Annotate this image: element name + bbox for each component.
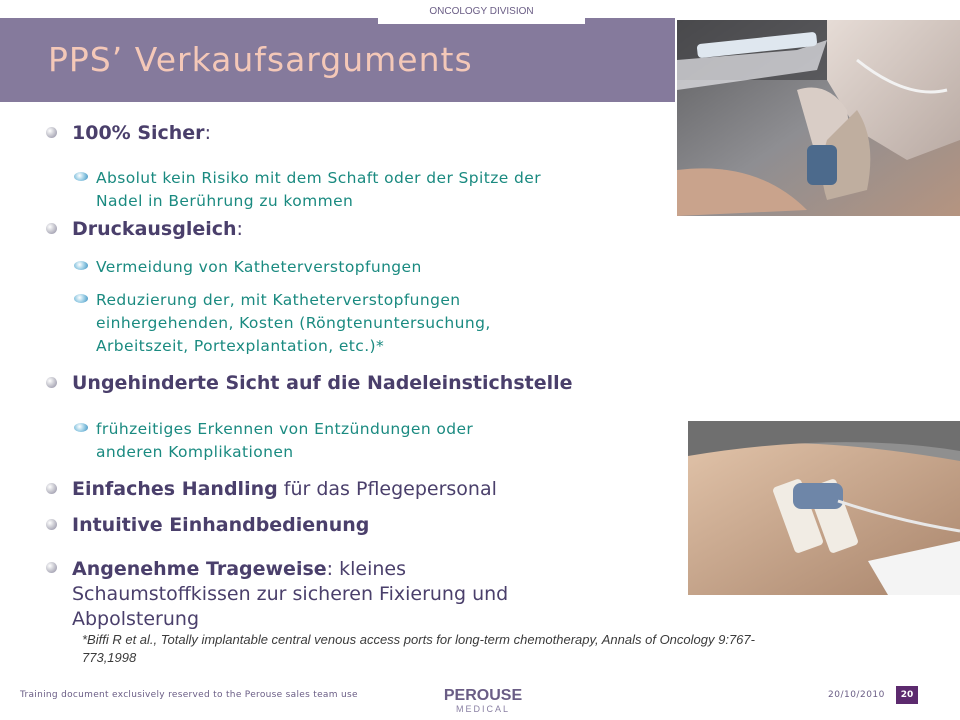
photo-port-dressing: [688, 421, 960, 595]
bullet-sicht: Ungehinderte Sicht auf die Nadeleinstichstelle: [72, 372, 573, 394]
footnote-reference: *Biffi R et al., Totally implantable central venous access ports for long-term chemotherapy, Annals of Oncology 9:767- 773,1998: [82, 632, 755, 665]
subbullet-sicher-risk: Absolut kein Risiko mit dem Schaft oder der Spitze der Nadel in Berührung zu kommen: [96, 167, 541, 213]
page-number-badge: 20: [896, 686, 918, 704]
slide-title: PPS’ Verkaufsarguments: [48, 40, 473, 79]
perouse-logo: [433, 684, 533, 714]
bullet-druckausgleich: Druckausgleich:: [72, 218, 243, 240]
photo-port-access: [677, 20, 960, 216]
subbullet-verstopfung: Vermeidung von Katheterverstopfungen: [96, 256, 422, 279]
bullet-trageweise: Angenehme Trageweise: kleines Schaumstoffkissen zur sicheren Fixierung und Abpolsterung: [72, 558, 509, 630]
footer-date: 20/10/2010: [828, 690, 885, 700]
subbullet-entzuendung: frühzeitiges Erkennen von Entzündungen oder anderen Komplikationen: [96, 418, 473, 464]
bullet-einhand: Intuitive Einhandbedienung: [72, 514, 370, 536]
subbullet-kosten: Reduzierung der, mit Katheterverstopfungen einhergehenden, Kosten (Röngtenuntersuchung, Arbeitszeit, Portexplantation, etc.)*: [96, 289, 491, 358]
footer-disclaimer: Training document exclusively reserved to the Perouse sales team use: [20, 690, 358, 700]
bullet-sicher: 100% Sicher:: [72, 122, 211, 144]
svg-text:MEDICAL: MEDICAL: [455, 704, 511, 714]
bullet-handling: Einfaches Handling für das Pflegepersonal: [72, 478, 497, 500]
division-label: ONCOLOGY DIVISION: [378, 0, 585, 24]
svg-text:PEROUSE: PEROUSE: [443, 687, 523, 704]
